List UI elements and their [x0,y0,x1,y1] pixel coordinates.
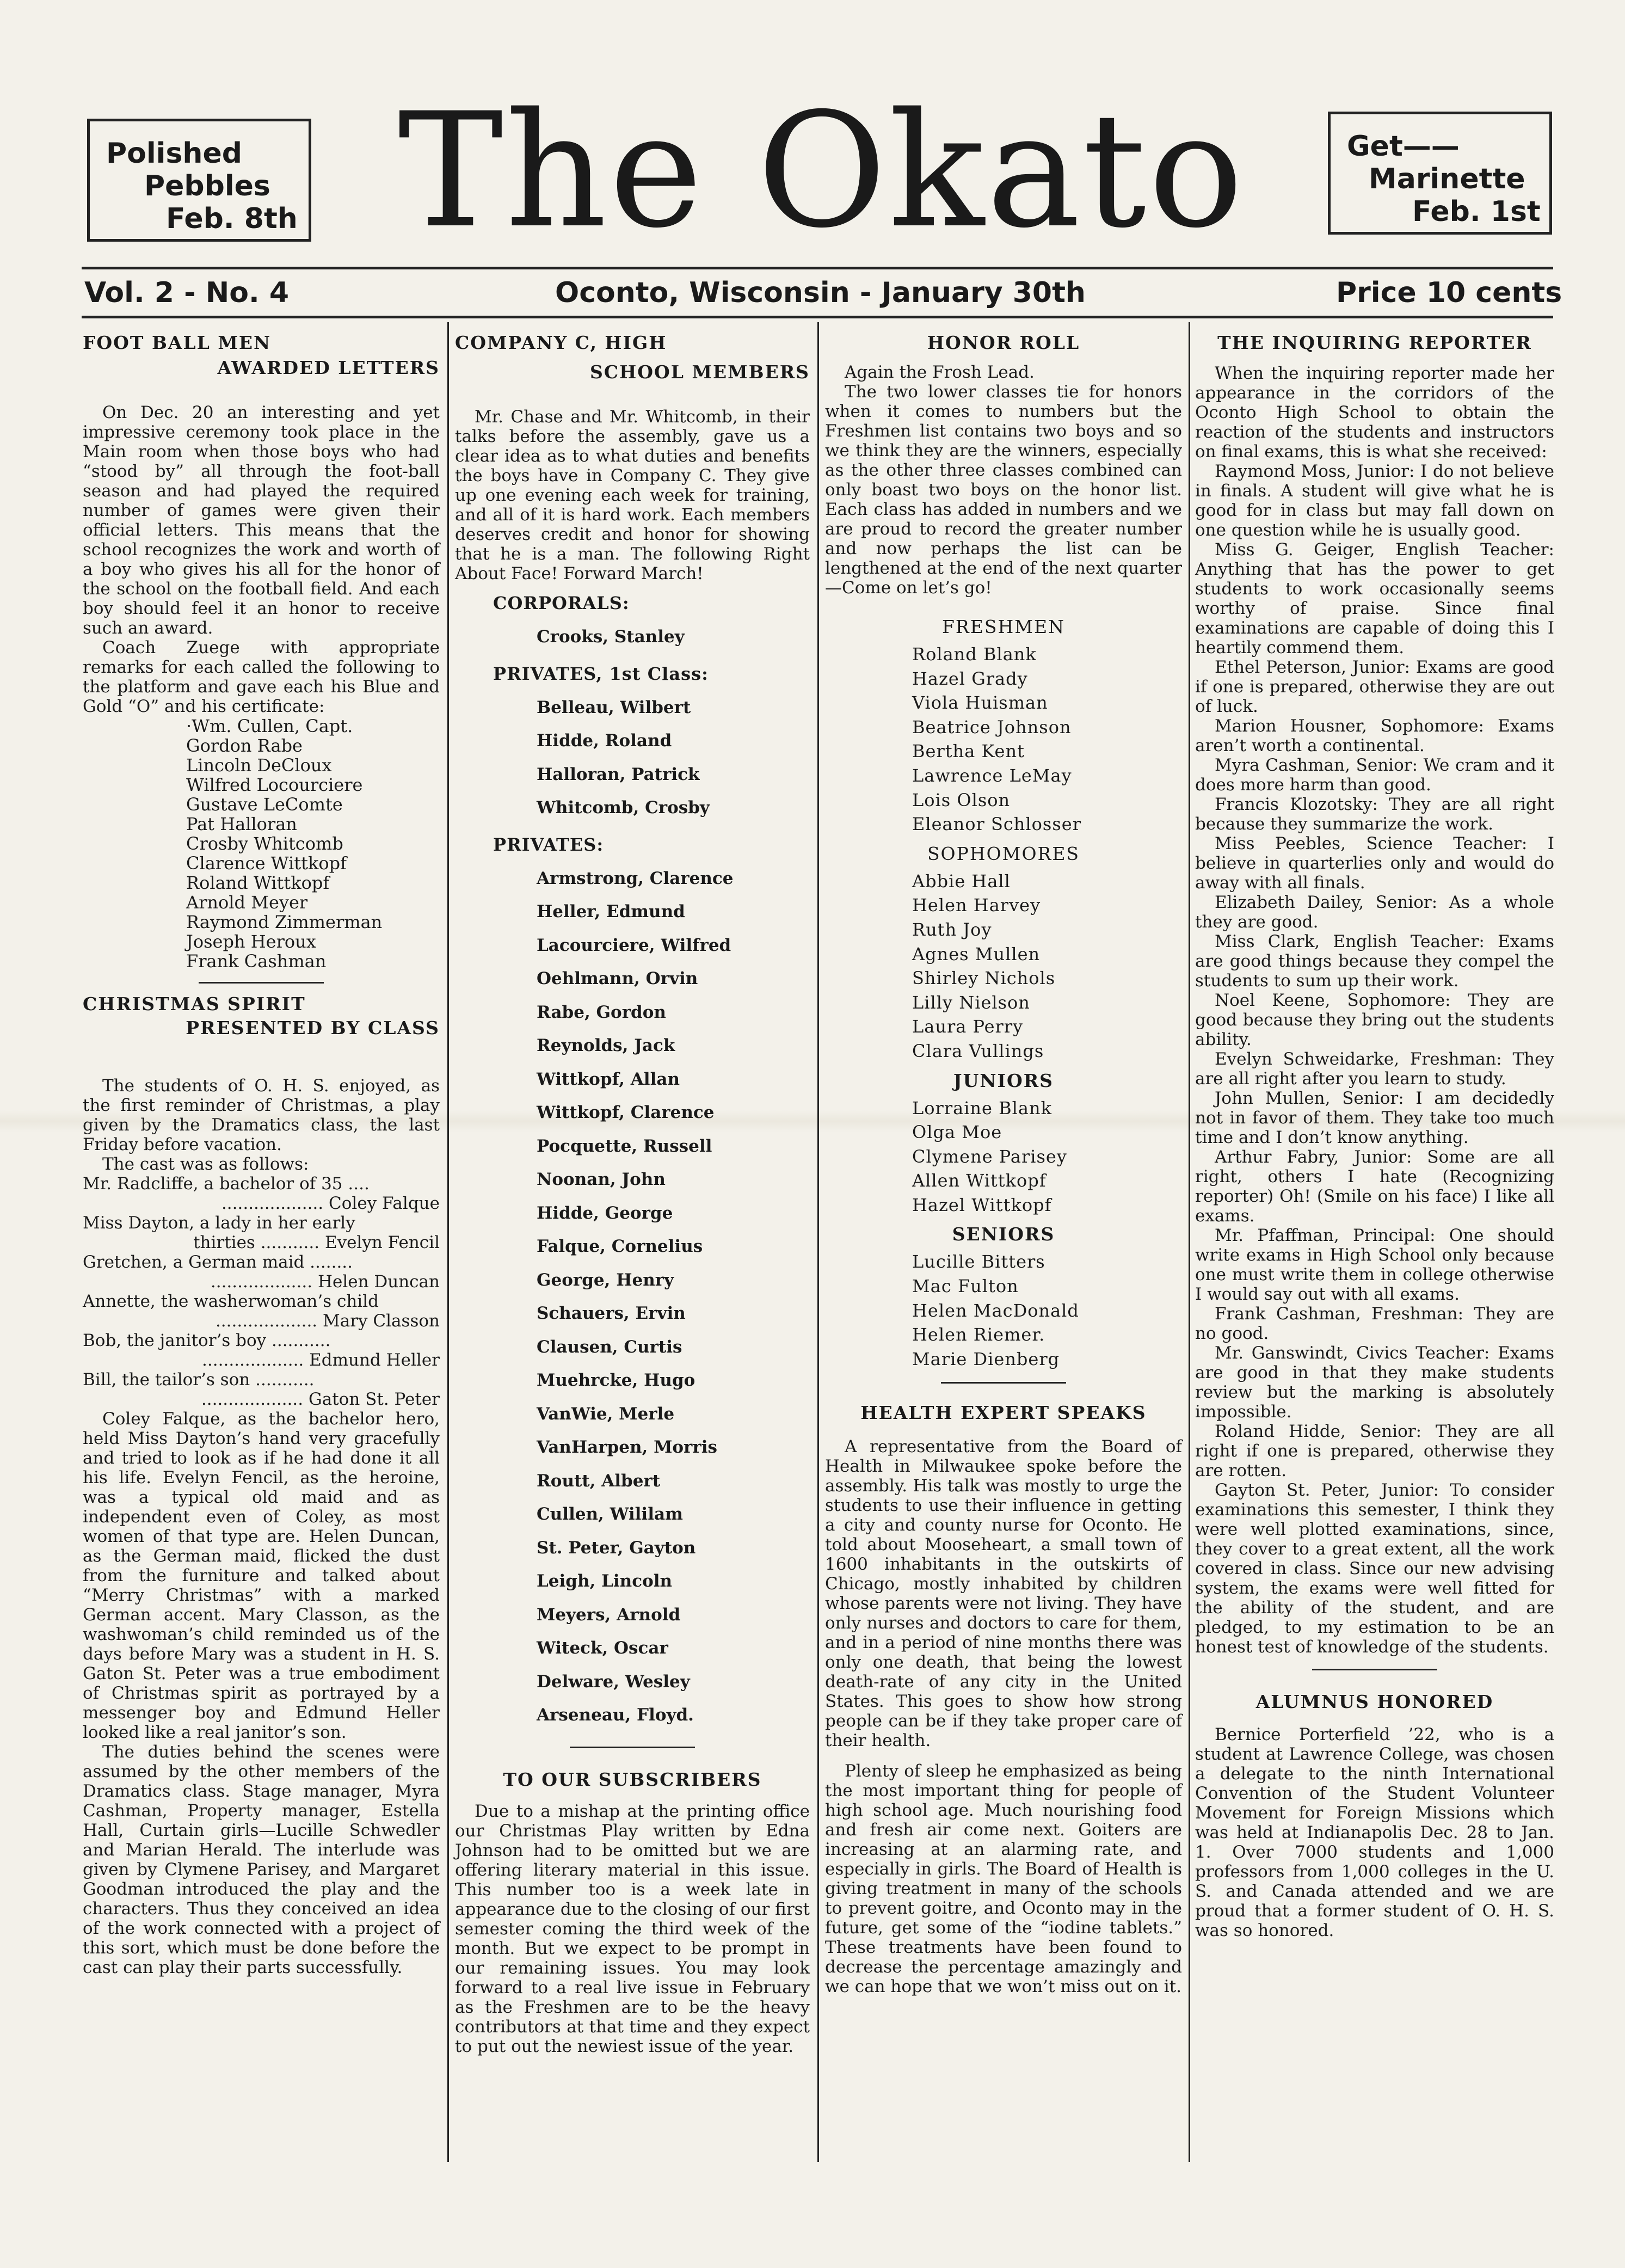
right-ear-line-2: Marinette [1369,163,1525,195]
student-name: Abbie Hall [912,870,1011,892]
corporals-list [455,620,810,654]
player-name: Raymond Zimmerman [186,912,383,932]
price: Price 10 cents [1336,276,1562,309]
christmas-headline-1: CHRISTMAS SPIRIT [83,993,306,1015]
student-name: Helen Harvey [912,895,1041,916]
player-name: Frank Cashman [186,951,327,972]
reporter-answer: Evelyn Schweidarke, Freshman: They are all right after you learn to study. [1195,1049,1554,1089]
cast-role: Mr. Radcliffe, a bachelor of 35 .... [83,1174,370,1194]
reporter-answer: Miss Peebles, Science Teacher: I believe in quarterlies only and would do away with all finals. [1195,834,1554,893]
student-name: Laura Perry [912,1016,1024,1037]
private-name: Witeck, Oscar [537,1638,668,1658]
privates-first-class-label: PRIVATES, 1st Class: [493,663,709,684]
football-paragraph-1: On Dec. 20 an interesting and yet impressive ceremony took place in the Main room when those boys who had “stood by” all through the foot-ball season and had played the required number of games were given their official letters. This means that the school recognizes the work and worth of a boy who gives his all for the honor of the school on the football field. And each boy should feel it an honor to receive such an award. [83,403,440,638]
newspaper-title: The Okato [398,79,1246,263]
player-name: Wilfred Locourciere [186,775,363,795]
private-name: Clausen, Curtis [537,1337,682,1357]
private-name: Arseneau, Floyd. [537,1705,694,1725]
reporter-answer: Marion Housner, Sophomore: Exams aren’t worth a continental. [1195,716,1554,755]
cast-actor: ................... Mary Classon [215,1311,440,1331]
reporter-answer: Mr. Ganswindt, Civics Teacher: Exams are good in that they make students review but the marking is absolutely impossible. [1195,1343,1554,1422]
private-name: Heller, Edmund [537,902,685,921]
student-name: Lawrence LeMay [912,765,1072,786]
private-name: Routt, Albert [537,1471,661,1491]
company-headline-2: SCHOOL MEMBERS [590,361,810,383]
student-name: Helen MacDonald [912,1300,1079,1321]
honor-paragraph-1: Again the Frosh Lead. [845,362,1035,382]
christmas-headline-2: PRESENTED BY CLASS [186,1017,440,1038]
private-name: VanWie, Merle [537,1404,675,1424]
player-name: Gordon Rabe [186,735,303,756]
volume-number: Vol. 2 - No. 4 [84,276,290,309]
inquiring-intro: When the inquiring reporter made her appearance in the corridors of the Oconto High School to obtain the reaction of the students and instructors on final exams, this is what she received: [1195,364,1554,462]
student-name: Hazel Wittkopf [912,1194,1052,1215]
football-paragraph-2: Coach Zuege with appropriate remarks for each called the following to the platform and gave each his Blue and Gold “O” and his certificate: [83,638,440,716]
column-rule-3 [1189,322,1190,2162]
football-headline-1: FOOT BALL MEN [83,332,272,353]
privates-label: PRIVATES: [493,834,604,855]
health-paragraph-2: Plenty of sleep he emphasized as being the most important thing for people of high school age. Much nourishing food and fresh air come next. Goiters are increasing at an alarming rate, and especially in girls. The Board of Health is giving treatment in many of the schools to prevent goitre, and Oconto may in the future, get some of the “iodine tablets.” These treatments have been found to decrease the percentage amazingly and we can hope that we won’t miss out on it. [825,1761,1182,1997]
right-ear-box [1328,112,1552,235]
private-name: Hidde, Roland [537,731,672,751]
column-2 [455,333,810,2056]
health-paragraph-1: A representative from the Board of Health in Milwaukee spoke before the assembly. His talk was mostly to urge the students to use their influence in getting a city and county nurse for Oconto. He told about Mooseheart, a small town of 1600 inhabitants in the outskirts of Chicago, mostly inhabited by children whose parents were not living. They have only nurses and doctors to care for them, and in a period of nine months there was only one death, that being the lowest death-rate of any city in the United States. This goes to show how strong people can be if they take proper care of their health. [825,1437,1182,1751]
honor-paragraph-2: The two lower classes tie for honors when it comes to numbers but the Freshmen list contains two boys and so we think they are the winners, especially as the other three classes combined can only boast two boys on the honor list. Each class has added in numbers and we are proud to record the greater number and now perhaps the list can be lengthened at the end of the next quarter—Come on let’s go! [825,382,1182,598]
health-headline: HEALTH EXPERT SPEAKS [860,1402,1147,1424]
private-name: Armstrong, Clarence [537,868,734,888]
reporter-answer: Francis Klozotsky: They are all right because they summarize the work. [1195,795,1554,834]
student-name: Viola Huisman [912,692,1048,714]
sophomores-label: SOPHOMORES [927,843,1080,864]
column-3 [825,333,1182,1996]
column-rule-1 [447,322,449,2162]
column-4 [1195,333,1554,1940]
player-name: Gustave LeComte [186,794,343,815]
section-divider [570,1747,695,1748]
section-divider [199,982,324,984]
right-ear-line-3: Feb. 1st [1412,195,1541,228]
seniors-label: SENIORS [952,1224,1055,1245]
student-name: Helen Riemer. [912,1324,1045,1345]
reporter-answer: Gayton St. Peter, Junior: To consider examinations this semester, I think they were well plotted examinations, since, they cover to a great extent, all the work covered in class. Since our new advising system, the exams were well fitted for the ability of the student, and are pledged, to my estimation to be an honest test of knowledge of the students. [1195,1480,1554,1657]
corporal-name: Crooks, Stanley [537,627,685,647]
privates-list [455,862,810,1732]
cast-actor: ................... Edmund Heller [202,1350,440,1370]
reporter-answer: Roland Hidde, Senior: They are all right if one is prepared, otherwise they are rotten. [1195,1422,1554,1480]
player-name: Joseph Heroux [186,931,316,952]
cast-actor: ................... Coley Falque [221,1194,440,1213]
student-name: Lorraine Blank [912,1097,1052,1118]
reporter-answer: Myra Cashman, Senior: We cram and it does more harm than good. [1195,755,1554,795]
student-name: Agnes Mullen [912,943,1041,964]
student-name: Allen Wittkopf [912,1170,1047,1191]
alumnus-paragraph: Bernice Porterfield ’22, who is a student at Lawrence College, was chosen a delegate to the ninth International Convention of the Student Volunteer Movement for Foreign Missions which was held at Indianapolis Dec. 28 to Jan. 1. Over 7000 students and 1,000 professors from 1,000 colleges in the U. S. and Canada attended and we are proud that a former student of O. H. S. was so honored. [1195,1725,1554,1940]
private-name: Wittkopf, Clarence [537,1103,715,1122]
dateline: Oconto, Wisconsin - January 30th [555,276,1086,309]
subscribers-headline: TO OUR SUBSCRIBERS [503,1768,762,1790]
freshmen-list [825,642,1182,837]
alumnus-headline: ALUMNUS HONORED [1255,1691,1494,1712]
reporter-answer: Miss Clark, English Teacher: Exams are good things because they compel the students to sum up their work. [1195,932,1554,991]
private-name: Lacourciere, Wilfred [537,935,731,955]
student-name: Eleanor Schlosser [912,814,1081,835]
student-name: Lois Olson [912,789,1011,810]
student-name: Ruth Joy [912,919,992,940]
cast-role: Annette, the washerwoman’s child [83,1292,379,1311]
reporter-answer: Elizabeth Dailey, Senior: As a whole they are good. [1195,893,1554,932]
honor-roll-headline: HONOR ROLL [927,332,1080,353]
football-players-list [83,716,440,971]
private-name: Pocquette, Russell [537,1136,712,1156]
student-name: Hazel Grady [912,668,1028,689]
private-name: George, Henry [537,1270,674,1290]
company-paragraph-1: Mr. Chase and Mr. Whitcomb, in their talks before the assembly, gave us a clear idea as to what duties and benefits the boys have in Company C. They give up one evening each week for training, and all of it is hard work. Each members deserves credit and honor for showing that he is a man. The following Right About Face! Forward March! [455,407,810,583]
inquiring-headline: THE INQUIRING REPORTER [1217,332,1532,353]
student-name: Shirley Nichols [912,968,1056,989]
private-name: Cullen, Wililam [537,1504,683,1524]
christmas-paragraph-1: The students of O. H. S. enjoyed, as the first reminder of Christmas, a play given by the Dramatics class, the last Friday before vacation. [83,1076,440,1154]
right-ear-line-1: Get—— [1347,130,1460,163]
christmas-paragraph-3: Coley Falque, as the bachelor hero, held Miss Dayton’s hand very gracefully and tried to look as if he had done it all his life. Evelyn Fencil, as the heroine, was a typical old maid and as independent even of Coley, as most women of that type are. Helen Duncan, as the German maid, flicked the dust from the furniture and talked about “Merry Christmas” with a marked German accent. Mary Classon, as the washwoman’s child reminded us of the days before Mary was a student in H. S. Gaton St. Peter was a true embodiment of Christmas spirit as portrayed by a messenger boy and Edmund Heller looked like a real janitor’s son. [83,1409,440,1742]
private-name: Oehlmann, Orvin [537,969,698,988]
cast-list [83,1174,440,1409]
private-name: Noonan, John [537,1170,666,1189]
reporter-answer: Raymond Moss, Junior: I do not believe in finals. A student will give what he is good for in class but may fall down on one question while he is usually good. [1195,462,1554,540]
private-name: Leigh, Lincoln [537,1571,673,1591]
cast-role: Bob, the janitor’s boy ........... [83,1331,331,1350]
private-name: St. Peter, Gayton [537,1538,696,1558]
cast-actor: thirties ........... Evelyn Fencil [193,1233,440,1252]
reporter-answer: John Mullen, Senior: I am decidedly not in favor of them. They take too much time and I don’t know anything. [1195,1089,1554,1147]
private-name: Meyers, Arnold [537,1605,681,1625]
section-divider [941,1382,1066,1384]
player-name: ·Wm. Cullen, Capt. [186,716,353,736]
private-name: Whitcomb, Crosby [537,798,710,818]
reporter-answer: Frank Cashman, Freshman: They are no good. [1195,1304,1554,1343]
christmas-paragraph-2: The cast was as follows: [102,1154,309,1174]
football-headline-2: AWARDED LETTERS [217,357,440,378]
student-name: Clymene Parisey [912,1146,1067,1167]
reporter-answer: Miss G. Geiger, English Teacher: Anything that has the power to get students to work occasionally seems worthy of praise. Since final examinations are capable of doing this I heartily commend them. [1195,540,1554,657]
player-name: Clarence Wittkopf [186,853,347,874]
left-ear-box [87,119,311,242]
private-name: VanHarpen, Morris [537,1437,717,1457]
student-name: Marie Dienberg [912,1348,1060,1369]
cast-role: Gretchen, a German maid ........ [83,1252,353,1272]
corporals-label: CORPORALS: [493,593,630,613]
private-name: Halloran, Patrick [537,764,700,784]
left-ear-line-3: Feb. 8th [166,202,298,235]
player-name: Lincoln DeCloux [186,755,332,776]
column-rule-2 [817,322,819,2162]
private-name: Wittkopf, Allan [537,1069,680,1089]
seniors-list [825,1250,1182,1371]
player-name: Crosby Whitcomb [186,833,343,854]
masthead-top-rule [82,267,1553,269]
reporter-answer: Ethel Peterson, Junior: Exams are good if one is prepared, otherwise they are out of luck. [1195,657,1554,716]
juniors-list [825,1096,1182,1218]
private-name: Falque, Cornelius [537,1237,703,1256]
player-name: Arnold Meyer [186,892,308,913]
private-name: Belleau, Wilbert [537,697,691,717]
student-name: Lilly Nielson [912,992,1030,1013]
section-divider [1312,1669,1437,1670]
player-name: Roland Wittkopf [186,872,330,893]
student-name: Clara Vullings [912,1040,1044,1061]
christmas-paragraph-4: The duties behind the scenes were assumed by the other members of the Dramatics class. Stage manager, Myra Cashman, Property manager, Estella Hall, Curtain girls—Lucille Schwedler and Marian Herald. The interlude was given by Clymene Parisey, and Margaret Goodman introduced the play and the characters. Thus they conceived an idea of the work connected with a project of this sort, which must be done before the cast can play their parts successfully. [83,1742,440,1977]
sophomores-list [825,869,1182,1064]
juniors-label: JUNIORS [953,1070,1054,1091]
private-name: Rabe, Gordon [537,1002,666,1022]
student-name: Beatrice Johnson [912,716,1072,737]
company-headline-1: COMPANY C, HIGH [455,332,667,353]
private-name: Reynolds, Jack [537,1036,675,1055]
private-name: Schauers, Ervin [537,1304,686,1323]
private-name: Delware, Wesley [537,1671,690,1692]
cast-actor: ................... Helen Duncan [210,1272,440,1292]
privates-first-class-list [455,691,810,825]
freshmen-label: FRESHMEN [942,616,1065,637]
masthead-bottom-rule [82,316,1553,318]
private-name: Hidde, George [537,1203,673,1223]
column-1 [83,333,440,1977]
student-name: Lucille Bitters [912,1251,1045,1273]
cast-role: Miss Dayton, a lady in her early [83,1213,355,1233]
private-name: Muehrcke, Hugo [537,1370,695,1390]
reporter-answer: Mr. Pfaffman, Principal: One should write exams in High School only because one must write them in college otherwise I would say out with all exams. [1195,1226,1554,1304]
cast-role: Bill, the tailor’s son ........... [83,1370,315,1390]
cast-actor: ................... Gaton St. Peter [201,1390,440,1409]
student-name: Mac Fulton [912,1276,1019,1297]
subscribers-paragraph: Due to a mishap at the printing office our Christmas Play written by Edna Johnson had to be omitted but we are offering literary material in this issue. This number too is a week late in appearance due to the closing of our first semester coming the third week of the month. But we expect to be prompt in our remaining issues. You may look forward to a real live issue in February as the Freshmen are to be the heavy contributors at that time and they expect to put out the newiest issue of the year. [455,1801,810,2056]
player-name: Pat Halloran [186,814,297,834]
reporter-answer: Arthur Fabry, Junior: Some are all right, others I hate (Recognizing reporter) Oh! (Smile on his face) I like all exams. [1195,1147,1554,1226]
left-ear-line-2: Pebbles [144,170,270,202]
left-ear-line-1: Polished [106,137,242,170]
reporter-answer: Noel Keene, Sophomore: They are good because they bring out the students ability. [1195,991,1554,1049]
student-name: Bertha Kent [912,741,1025,762]
student-name: Roland Blank [912,644,1037,665]
student-name: Olga Moe [912,1122,1002,1143]
